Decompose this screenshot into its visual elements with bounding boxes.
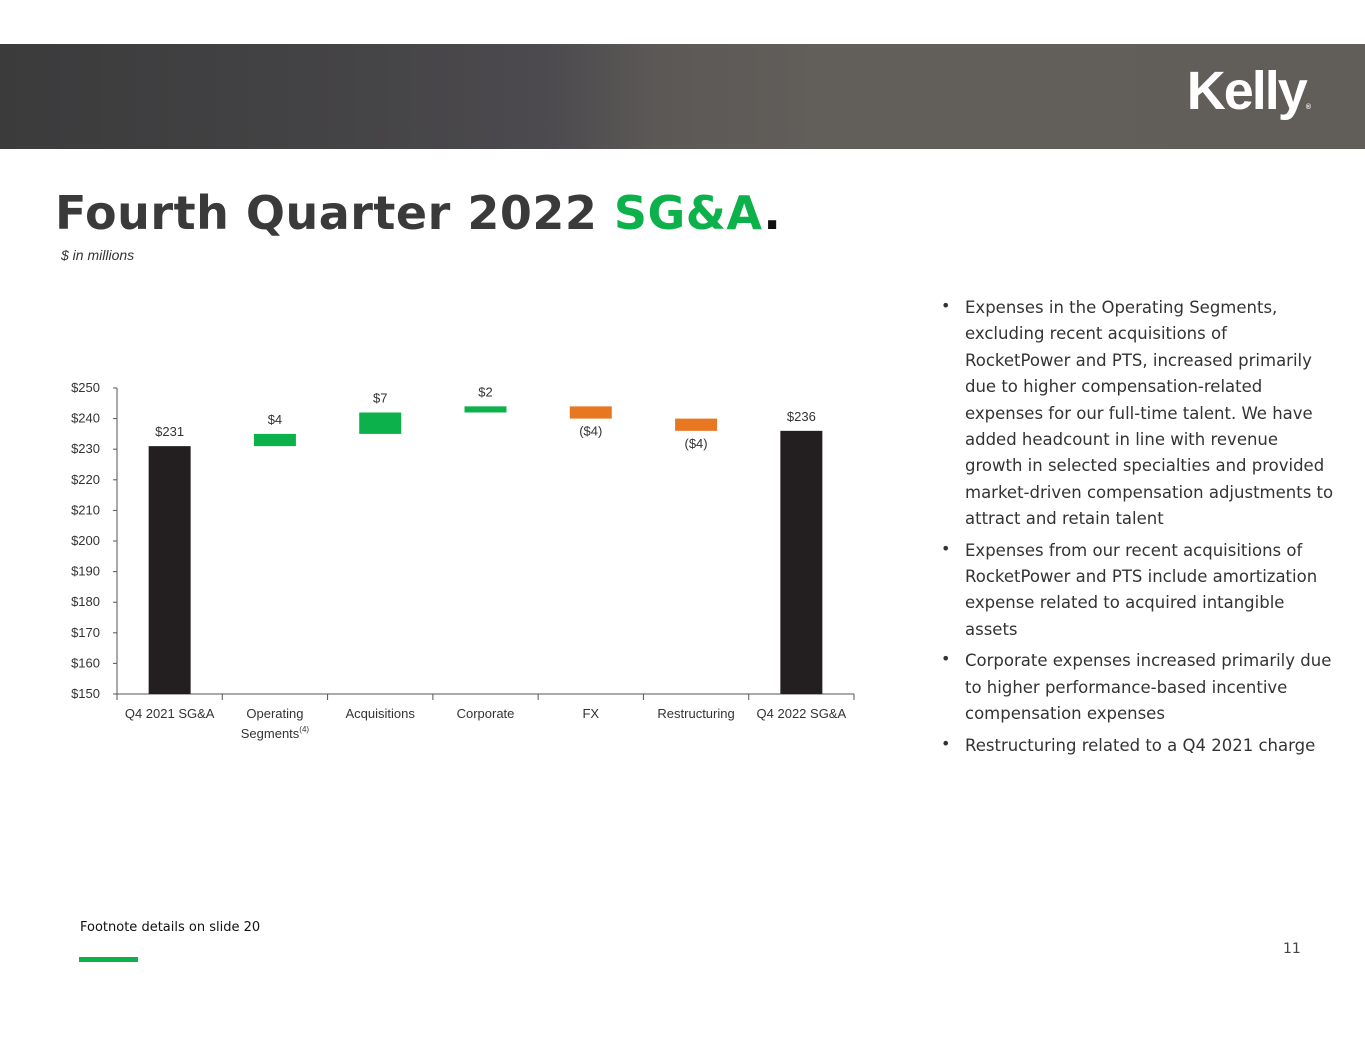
y-tick-label: $150 — [71, 686, 100, 701]
bullet-text: Expenses in the Operating Segments, excluding recent acquisitions of RocketPower and PTS, increased primarily due to higher compensation-related expenses for our full-time talent. We have added headcount in line with revenue growth in selected specialties and provided market-driven compensation adjustments to attract and retain talent — [965, 298, 1334, 529]
y-tick-label: $240 — [71, 410, 100, 426]
data-label: $236 — [786, 408, 816, 424]
bullet-text: Restructuring related to a Q4 2021 charge — [965, 735, 1316, 755]
data-label: ($4) — [684, 435, 708, 451]
title-dot: . — [763, 186, 782, 240]
y-tick-label: $250 — [71, 380, 100, 395]
kelly-logo: Kelly® — [1186, 61, 1311, 121]
x-tick-label: Restructuring — [657, 706, 735, 721]
y-tick-label: $220 — [71, 471, 100, 487]
title-accent: SG&A — [613, 186, 764, 240]
bullet-dot-icon: • — [941, 649, 951, 669]
page-number: 11 — [1283, 941, 1301, 957]
units-note: $ in millions — [61, 247, 135, 263]
x-tick-label: Corporate — [456, 706, 515, 721]
title-main: Fourth Quarter 2022 — [55, 186, 614, 240]
x-tick-label: Acquisitions — [345, 706, 415, 721]
footnote: Footnote details on slide 20 — [80, 920, 261, 935]
y-tick-label: $190 — [71, 563, 100, 579]
footnote-accent-bar — [79, 957, 138, 962]
bullet-text: Expenses from our recent acquisitions of RocketPower and PTS include amortization expense related to acquired intangible assets — [965, 540, 1318, 639]
data-label: ($4) — [579, 423, 603, 439]
waterfall-bar — [570, 406, 612, 418]
commentary-bullet — [941, 538, 1336, 644]
x-tick-label: Operating — [246, 706, 304, 721]
y-tick-label: $180 — [71, 594, 100, 610]
bullet-dot-icon: • — [941, 538, 951, 558]
data-label: $4 — [267, 411, 283, 427]
data-label: $7 — [372, 390, 388, 406]
footnote-marker: (4) — [299, 725, 310, 734]
x-tick-label: Q4 2021 SG&A — [124, 706, 215, 721]
y-tick-label: $200 — [71, 533, 100, 548]
waterfall-bar — [359, 412, 401, 433]
waterfall-bar — [675, 419, 717, 431]
bullet-text: Corporate expenses increased primarily due to higher performance-based incentive compensation expenses — [965, 651, 1332, 724]
registered-mark: ® — [1305, 104, 1311, 111]
data-label: $2 — [478, 384, 493, 400]
data-label: $231 — [155, 424, 185, 440]
waterfall-bar — [149, 446, 191, 694]
waterfall-bar — [780, 431, 822, 694]
waterfall-bar — [465, 406, 507, 412]
commentary-bullet — [941, 295, 1336, 533]
commentary-bullet — [941, 733, 1336, 759]
commentary-list — [941, 295, 1336, 764]
waterfall-bar — [254, 434, 296, 446]
bullet-dot-icon: • — [941, 296, 951, 315]
x-tick-label: FX — [582, 706, 600, 721]
y-tick-label: $160 — [71, 655, 100, 671]
y-tick-label: $210 — [71, 502, 100, 518]
x-tick-label: Q4 2022 SG&A — [756, 706, 847, 721]
commentary-bullet — [941, 648, 1336, 727]
y-tick-label: $230 — [71, 441, 100, 457]
y-tick-label: $170 — [71, 624, 100, 640]
x-tick-label: Segments$^{(4)}$ — [240, 725, 310, 741]
bullet-dot-icon: • — [941, 733, 951, 753]
